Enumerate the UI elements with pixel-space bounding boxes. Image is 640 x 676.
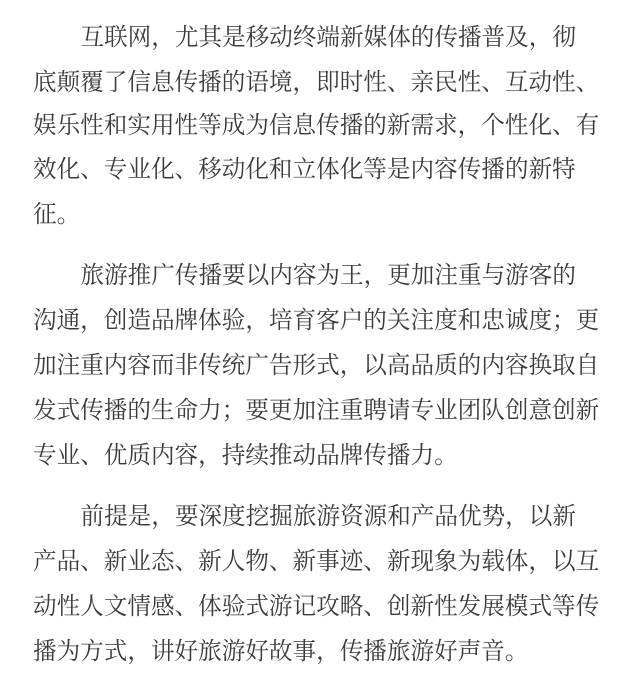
text-line: 加注重内容而非传统广告形式，以高品质的内容换取自 <box>33 351 600 379</box>
text-line: 产品、新业态、新人物、新事迹、新现象为载体，以互 <box>33 547 600 575</box>
text-line: 专业、优质内容，持续推动品牌传播力。 <box>33 441 458 469</box>
text-line: 播为方式，讲好旅游好故事，传播旅游好声音。 <box>33 637 529 665</box>
text-line: 互联网，尤其是移动终端新媒体的传播普及，彻 <box>80 23 576 51</box>
text-line: 沟通，创造品牌体验，培育客户的关注度和忠诚度；更 <box>33 306 600 334</box>
text-line: 前提是，要深度挖掘旅游资源和产品优势，以新 <box>80 502 576 530</box>
text-line: 旅游推广传播要以内容为王，更加注重与游客的 <box>80 261 576 289</box>
text-line: 征。 <box>33 200 81 228</box>
text-line: 动性人文情感、体验式游记攻略、创新性发展模式等传 <box>33 592 600 620</box>
text-line: 底颠覆了信息传播的语境，即时性、亲民性、互动性、 <box>33 68 600 96</box>
text-line: 发式传播的生命力；要更加注重聘请专业团队创意创新 <box>33 396 600 424</box>
text-line: 效化、专业化、移动化和立体化等是内容传播的新特 <box>33 155 576 183</box>
text-line: 娱乐性和实用性等成为信息传播的新需求，个性化、有 <box>33 111 600 139</box>
